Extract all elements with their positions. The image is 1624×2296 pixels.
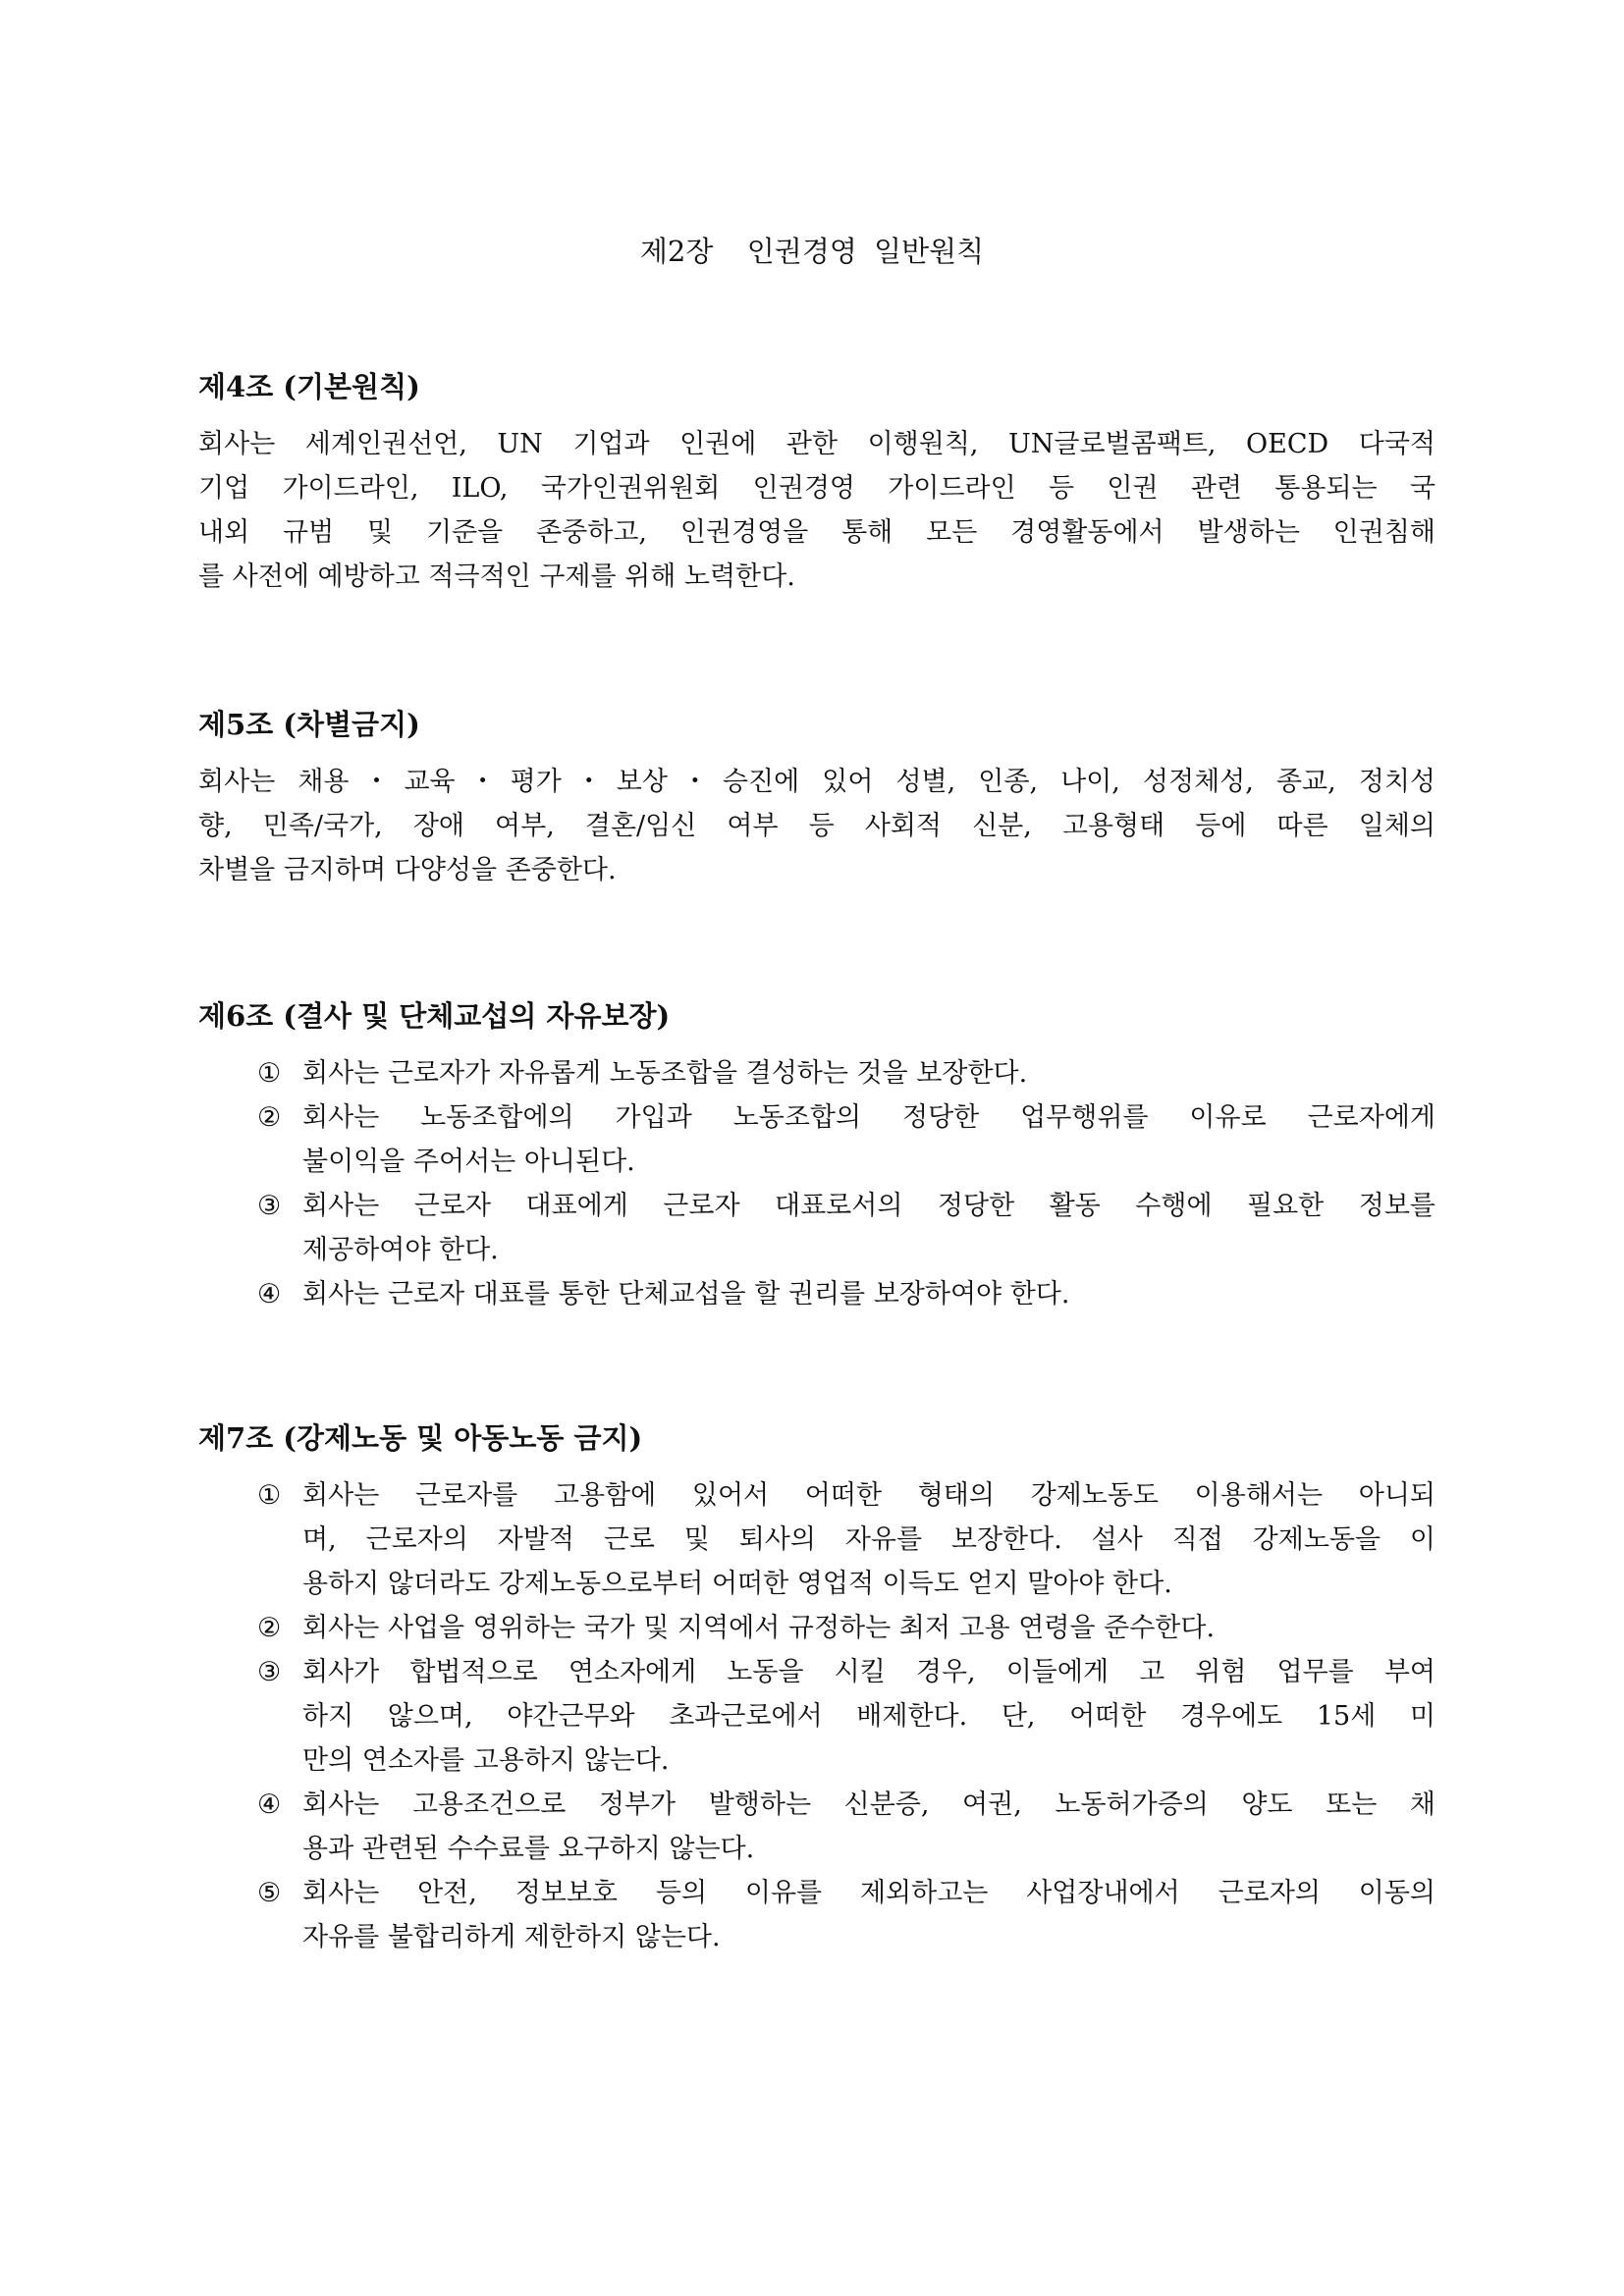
chapter-title: 제2장 인권경영 일반원칙 <box>639 235 985 268</box>
clause-line: 회사는 고용조건으로 정부가 발행하는 신분증, 여권, 노동허가증의 양도 또는 채 <box>302 1789 1435 1820</box>
clause-line: 만의 연소자를 고용하지 않는다. <box>302 1745 670 1776</box>
article-7 <box>198 1418 1435 1959</box>
article-body <box>198 422 1435 599</box>
body-line: 기업 가이드라인, ILO, 국가인권위원회 인권경영 가이드라인 등 인권 관련 통용되는 국 <box>198 473 1435 504</box>
body-line: 향, 민족/국가, 장애 여부, 결혼/임신 여부 등 사회적 신분, 고용형태 등에 따른 일체의 <box>198 811 1435 841</box>
body-line: 내외 규범 및 기준을 존중하고, 인권경영을 통해 모든 경영활동에서 발생하는 인권침해 <box>198 517 1435 548</box>
clause-line: 용과 관련된 수수료를 요구하지 않는다. <box>302 1834 755 1864</box>
clause-item <box>257 1051 1435 1095</box>
article-heading: 제4조 (기본원칙) <box>198 370 420 403</box>
clause-item <box>257 1650 1435 1783</box>
article-5 <box>198 705 1435 892</box>
body-line: 회사는 채용・교육・평가・보상・승진에 있어 성별, 인종, 나이, 성정체성, 종교, 정치성 <box>198 767 1435 797</box>
clause-line: 하지 않으며, 야간근무와 초과근로에서 배제한다. 단, 어떠한 경우에도 15세 미 <box>302 1701 1435 1732</box>
clause-line: 회사는 근로자 대표에게 근로자 대표로서의 정당한 활동 수행에 필요한 정보를 <box>302 1191 1435 1221</box>
article-heading: 제7조 (강제노동 및 아동노동 금지) <box>198 1421 643 1455</box>
clause-item <box>257 1184 1435 1272</box>
clause-marker: ① <box>257 1058 282 1089</box>
clause-item <box>257 1272 1435 1316</box>
clause-line: 회사는 사업을 영위하는 국가 및 지역에서 규정하는 최저 고용 연령을 준수한다. <box>302 1613 1216 1643</box>
clause-item <box>257 1606 1435 1650</box>
clause-line: 제공하여야 한다. <box>302 1235 499 1265</box>
clause-item <box>257 1473 1435 1606</box>
article-4 <box>198 367 1435 599</box>
clause-marker: ③ <box>257 1191 282 1221</box>
clause-line: 불이익을 주어서는 아니된다. <box>302 1147 635 1177</box>
article-heading: 제6조 (결사 및 단체교섭의 자유보장) <box>198 999 671 1033</box>
clause-marker: ② <box>257 1102 282 1133</box>
clause-marker: ② <box>257 1613 282 1643</box>
clause-line: 회사가 합법적으로 연소자에게 노동을 시킬 경우, 이들에게 고 위험 업무를 부여 <box>302 1657 1435 1687</box>
article-6 <box>198 996 1435 1316</box>
clause-line: 회사는 안전, 정보보호 등의 이유를 제외하고는 사업장내에서 근로자의 이동의 <box>302 1878 1435 1908</box>
clause-line: 회사는 근로자를 고용함에 있어서 어떠한 형태의 강제노동도 이용해서는 아니되 <box>302 1480 1435 1511</box>
clause-marker: ① <box>257 1480 282 1511</box>
clause-list <box>198 1051 1435 1316</box>
body-line: 를 사전에 예방하고 적극적인 구제를 위해 노력한다. <box>198 561 795 592</box>
body-line: 차별을 금지하며 다양성을 존중한다. <box>198 855 617 885</box>
article-heading: 제5조 (차별금지) <box>198 708 420 741</box>
article-body <box>198 760 1435 892</box>
clause-marker: ③ <box>257 1657 282 1687</box>
clause-marker: ④ <box>257 1279 282 1309</box>
clause-marker: ④ <box>257 1789 282 1820</box>
clause-line: 며, 근로자의 자발적 근로 및 퇴사의 자유를 보장한다. 설사 직접 강제노동을 이 <box>302 1524 1435 1555</box>
clause-line: 회사는 근로자 대표를 통한 단체교섭을 할 권리를 보장하여야 한다. <box>302 1279 1070 1309</box>
clause-item <box>257 1783 1435 1871</box>
clause-marker: ⑤ <box>257 1878 282 1908</box>
clause-item <box>257 1095 1435 1184</box>
clause-item <box>257 1871 1435 1959</box>
clause-line: 회사는 노동조합에의 가입과 노동조합의 정당한 업무행위를 이유로 근로자에게 <box>302 1102 1435 1133</box>
clause-line: 용하지 않더라도 강제노동으로부터 어떠한 영업적 이득도 얻지 말아야 한다. <box>302 1569 1172 1599</box>
body-line: 회사는 세계인권선언, UN 기업과 인권에 관한 이행원칙, UN글로벌콤팩트, OECD 다국적 <box>198 429 1435 459</box>
clause-line: 자유를 불합리하게 제한하지 않는다. <box>302 1922 721 1952</box>
clause-line: 회사는 근로자가 자유롭게 노동조합을 결성하는 것을 보장한다. <box>302 1058 1028 1089</box>
clause-list <box>198 1473 1435 1959</box>
